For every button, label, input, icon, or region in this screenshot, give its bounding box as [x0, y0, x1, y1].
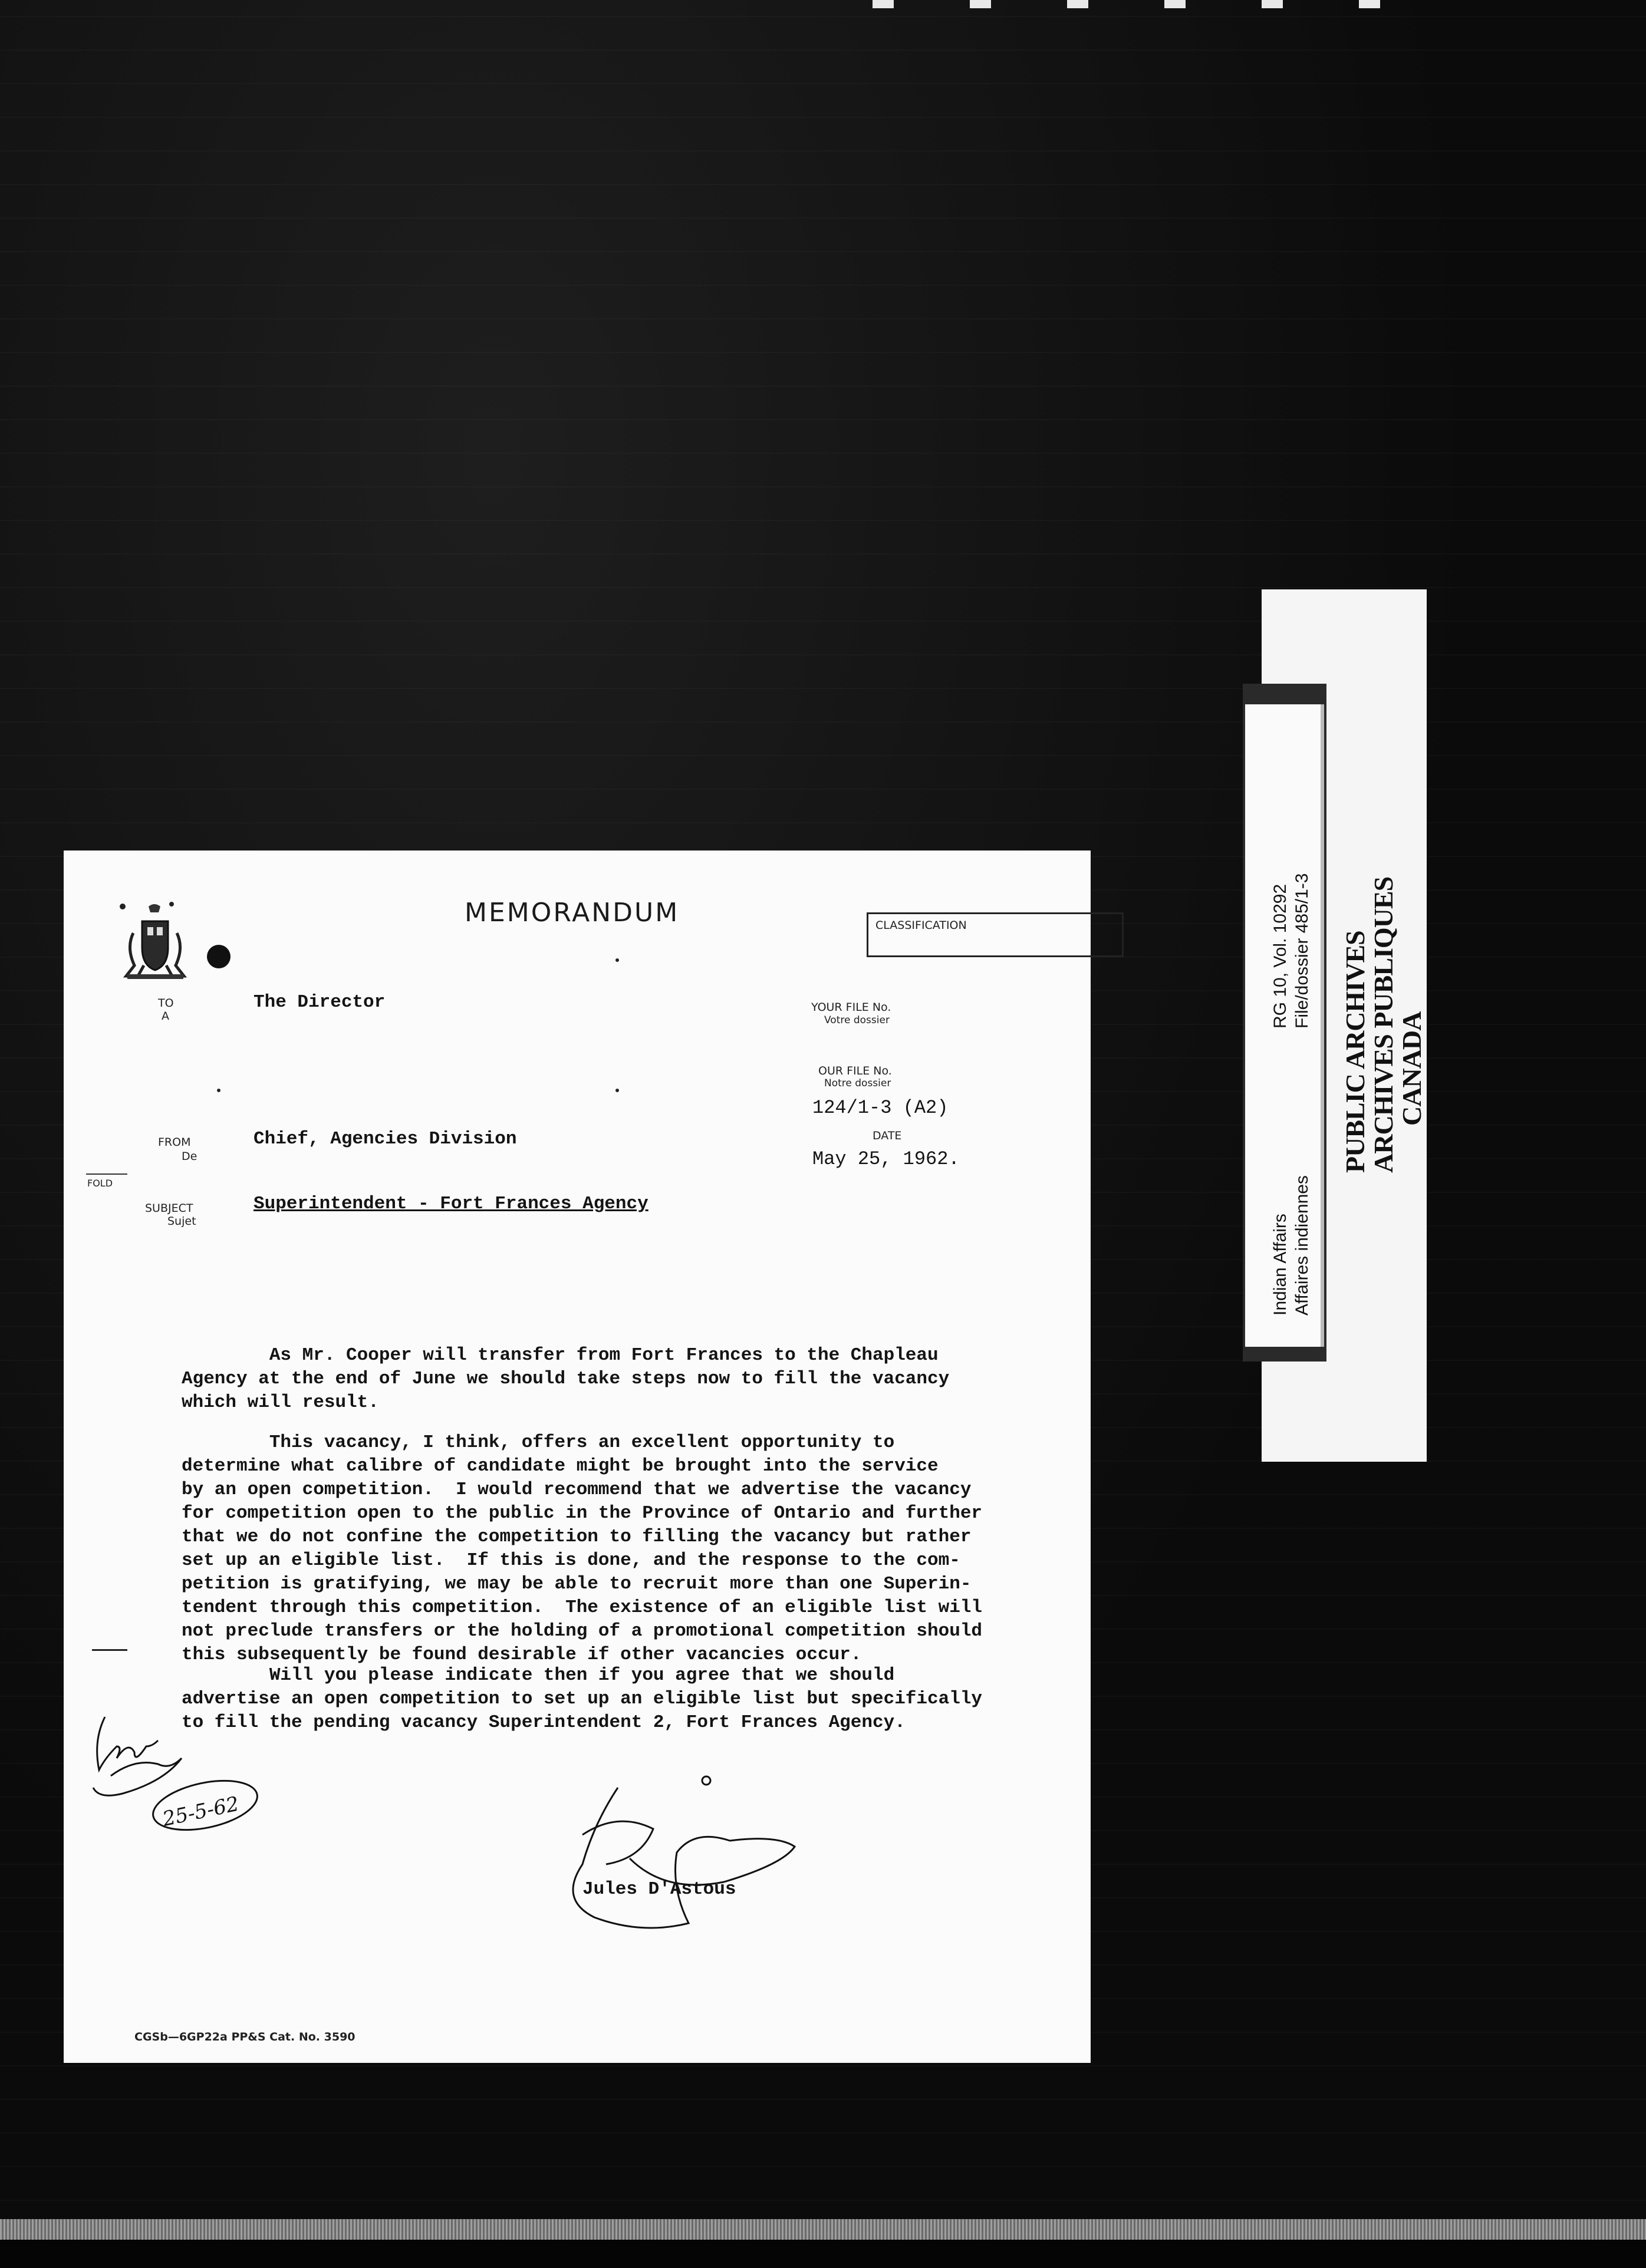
our-file-value: 124/1-3 (A2)	[812, 1097, 949, 1119]
archives-dept-en: Indian Affairs	[1270, 1214, 1290, 1316]
handwritten-initials-icon	[75, 1705, 323, 1835]
subject-value: Superintendent - Fort Frances Agency	[254, 1194, 648, 1214]
film-bottom-margin	[0, 2240, 1646, 2268]
film-sprocket-hole	[1359, 0, 1380, 8]
film-sprocket-hole	[1262, 0, 1283, 8]
page-dot	[615, 958, 619, 962]
date-label: DATE	[873, 1129, 902, 1142]
from-value: Chief, Agencies Division	[254, 1129, 517, 1149]
memo-paragraph-3: Will you please indicate then if you agree that we should advertise an open competition to set up an eligible list but specifically to fill the pending vacancy Superintendent 2, Fort Frances Agency.	[182, 1665, 983, 1733]
to-label: TO	[158, 997, 174, 1010]
archives-name-en: PUBLIC ARCHIVES	[1340, 931, 1370, 1173]
archives-record-group: RG 10, Vol. 10292	[1270, 884, 1290, 1028]
archives-name-fr: ARCHIVES PUBLIQUES	[1368, 876, 1398, 1173]
archives-country: CANADA	[1397, 1011, 1427, 1126]
fold-line	[86, 1173, 127, 1175]
form-number: CGSb—6GP22a PP&S Cat. No. 3590	[134, 2030, 355, 2043]
fold-label: FOLD	[87, 1178, 113, 1189]
svg-text:25-5-62: 25-5-62	[160, 1792, 241, 1831]
classification-box	[867, 912, 1124, 957]
page-dot	[615, 1089, 619, 1092]
subject-label-fr: Sujet	[167, 1215, 196, 1228]
memo-paragraph-1: As Mr. Cooper will transfer from Fort Frances to the Chapleau Agency at the end of June we should take steps now to fill the vacancy which will result.	[182, 1345, 950, 1413]
your-file-label: YOUR FILE No.	[811, 1001, 891, 1014]
signature-icon	[535, 1764, 865, 1935]
classification-label: CLASSIFICATION	[875, 919, 967, 932]
margin-mark	[92, 1649, 127, 1651]
signatory-name: Jules D'Astous	[582, 1879, 736, 1900]
archives-dept-fr: Affaires indiennes	[1292, 1175, 1312, 1316]
film-sprocket-hole	[1164, 0, 1186, 8]
film-sprocket-hole	[873, 0, 894, 8]
archives-file-dossier: File/dossier 485/1-3	[1292, 873, 1312, 1028]
date-value: May 25, 1962.	[812, 1148, 960, 1170]
coat-of-arms-icon	[116, 901, 239, 989]
film-sprocket-hole	[1067, 0, 1088, 8]
from-label: FROM	[158, 1136, 191, 1149]
to-value: The Director	[254, 992, 386, 1013]
your-file-label-fr: Votre dossier	[824, 1014, 890, 1026]
memo-paragraph-2: This vacancy, I think, offers an excellent opportunity to determine what calibre of candidate might be brought into the service by an open competition. I would recommend that we advertise the vacancy for competition open to the public in the Province of Ontario and further that we do not confine the competition to filling the vacancy but rather set up an eligible list. If this is done, and the response to the com- petition is gratifying, we may be able to recruit more than one Superin- tendent through this competition. The existence of an eligible list will not preclude transfers or the holding of a promotional competition should this subsequently be found desirable if other vacancies occur.	[182, 1432, 983, 1665]
our-file-label: OUR FILE No.	[818, 1064, 892, 1077]
to-label-fr: A	[162, 1010, 169, 1023]
film-sprocket-hole	[970, 0, 991, 8]
from-label-fr: De	[182, 1150, 197, 1163]
page-dot	[217, 1089, 220, 1092]
our-file-label-fr: Notre dossier	[824, 1077, 891, 1089]
subject-label: SUBJECT	[145, 1202, 193, 1215]
memo-title: MEMORANDUM	[465, 898, 680, 928]
memorandum-page	[64, 850, 1091, 2063]
